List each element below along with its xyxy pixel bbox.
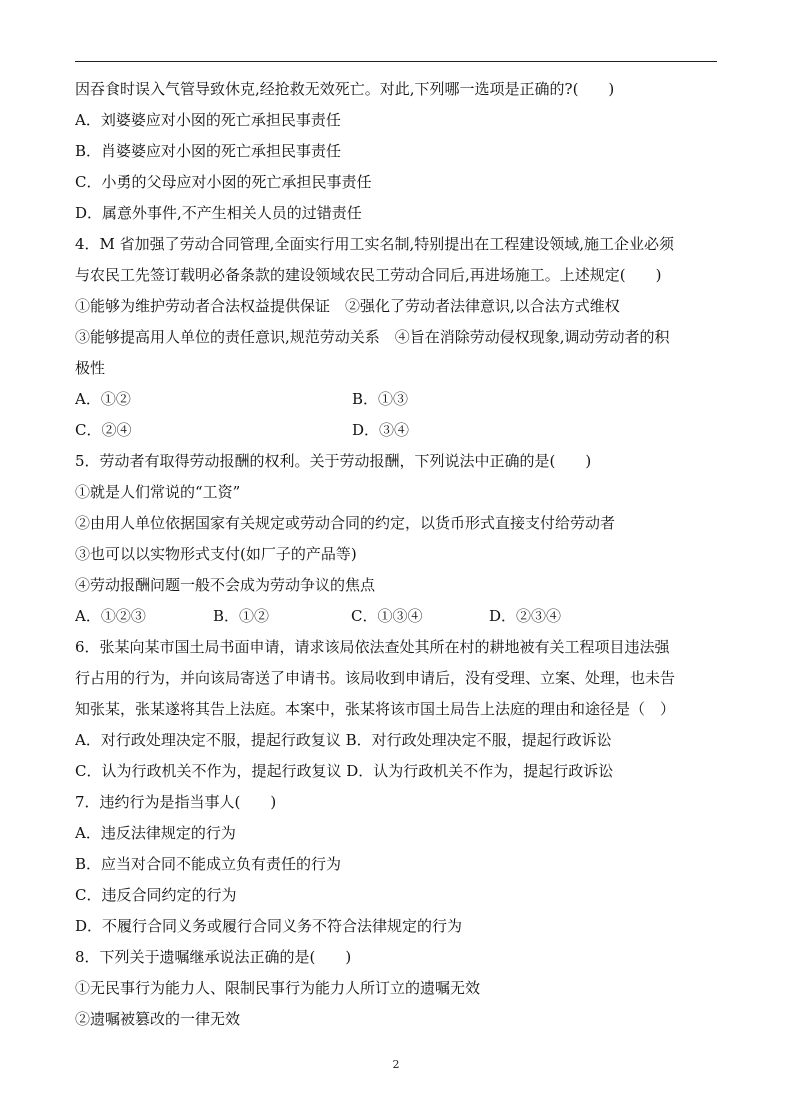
- q5-statement-3: ③也可以以实物形式支付(如厂子的产品等): [75, 545, 357, 563]
- q4-option-b: B．①③: [352, 390, 409, 408]
- q5-option-a: A．①②③: [75, 607, 146, 625]
- q4-stem-line-2: 与农民工先签订载明必备条款的建设领域农民工劳动合同后,再进场施工。上述规定( ): [75, 266, 662, 284]
- q3-option-d: D．属意外事件,不产生相关人员的过错责任: [75, 204, 362, 222]
- q4-statement-line-3: 极性: [75, 359, 106, 377]
- q5-option-d: D．②③④: [489, 607, 562, 625]
- q5-option-b: B．①②: [213, 607, 270, 625]
- q3-option-c: C．小勇的父母应对小囡的死亡承担民事责任: [75, 173, 372, 191]
- q7-option-c: C．违反合同约定的行为: [75, 886, 237, 904]
- q7-option-a: A．违反法律规定的行为: [75, 824, 236, 842]
- q7-option-d: D．不履行合同义务或履行合同义务不符合法律规定的行为: [75, 917, 463, 935]
- q4-options-row-1: [75, 384, 720, 415]
- q4-statement-line-2: ③能够提高用人单位的责任意识,规范劳动关系 ④旨在消除劳动侵权现象,调动劳动者的积: [75, 328, 670, 346]
- q4-option-a: A．①②: [75, 390, 131, 408]
- q6-options-cd: C．认为行政机关不作为，提起行政复议 D．认为行政机关不作为，提起行政诉讼: [75, 762, 614, 780]
- q3-option-a: A．刘婆婆应对小囡的死亡承担民事责任: [75, 111, 341, 129]
- page-number: 2: [392, 1058, 400, 1071]
- q5-statement-2: ②由用人单位依据国家有关规定或劳动合同的约定，以货币形式直接支付给劳动者: [75, 514, 616, 532]
- q4-stem-line-1: 4．M 省加强了劳动合同管理,全面实行用工实名制,特别提出在工程建设领域,施工企业必须: [75, 235, 674, 253]
- q5-options-row: [75, 601, 720, 632]
- q5-stem: 5．劳动者有取得劳动报酬的权利。关于劳动报酬，下列说法中正确的是( ): [75, 452, 592, 470]
- q3-stem-continued: 因吞食时误入气管导致休克,经抢救无效死亡。对此,下列哪一选项是正确的?( ): [75, 80, 615, 98]
- q4-option-c: C．②④: [75, 421, 132, 439]
- header-rule: [75, 61, 717, 62]
- q8-stem: 8．下列关于遗嘱继承说法正确的是( ): [75, 948, 352, 966]
- q4-option-d: D．③④: [352, 421, 410, 439]
- q5-option-c: C．①③④: [351, 607, 423, 625]
- q5-statement-4: ④劳动报酬问题一般不会成为劳动争议的焦点: [75, 576, 376, 594]
- q8-statement-2: ②遗嘱被篡改的一律无效: [75, 1010, 241, 1028]
- q6-stem-line-1: 6．张某向某市国土局书面申请，请求该局依法查处其所在村的耕地被有关工程项目违法强: [75, 638, 670, 656]
- q7-option-b: B．应当对合同不能成立负有责任的行为: [75, 855, 342, 873]
- q3-option-b: B．肖婆婆应对小囡的死亡承担民事责任: [75, 142, 342, 160]
- q6-stem-line-2: 行占用的行为，并向该局寄送了申请书。该局收到申请后，没有受理、立案、处理，也未告: [75, 669, 676, 687]
- page-body: [75, 74, 720, 1035]
- q4-statement-line-1: ①能够为维护劳动者合法权益提供保证 ②强化了劳动者法律意识,以合法方式维权: [75, 297, 620, 315]
- q7-stem: 7．违约行为是指当事人( ): [75, 793, 277, 811]
- q8-statement-1: ①无民事行为能力人、限制民事行为能力人所订立的遗嘱无效: [75, 979, 481, 997]
- q4-options-row-2: [75, 415, 720, 446]
- q5-statement-1: ①就是人们常说的“工资”: [75, 483, 241, 501]
- q6-options-ab: A．对行政处理决定不服，提起行政复议 B．对行政处理决定不服，提起行政诉讼: [75, 731, 612, 749]
- q6-stem-line-3: 知张某，张某遂将其告上法庭。本案中，张某将该市国土局告上法庭的理由和途径是（ ）: [75, 700, 676, 718]
